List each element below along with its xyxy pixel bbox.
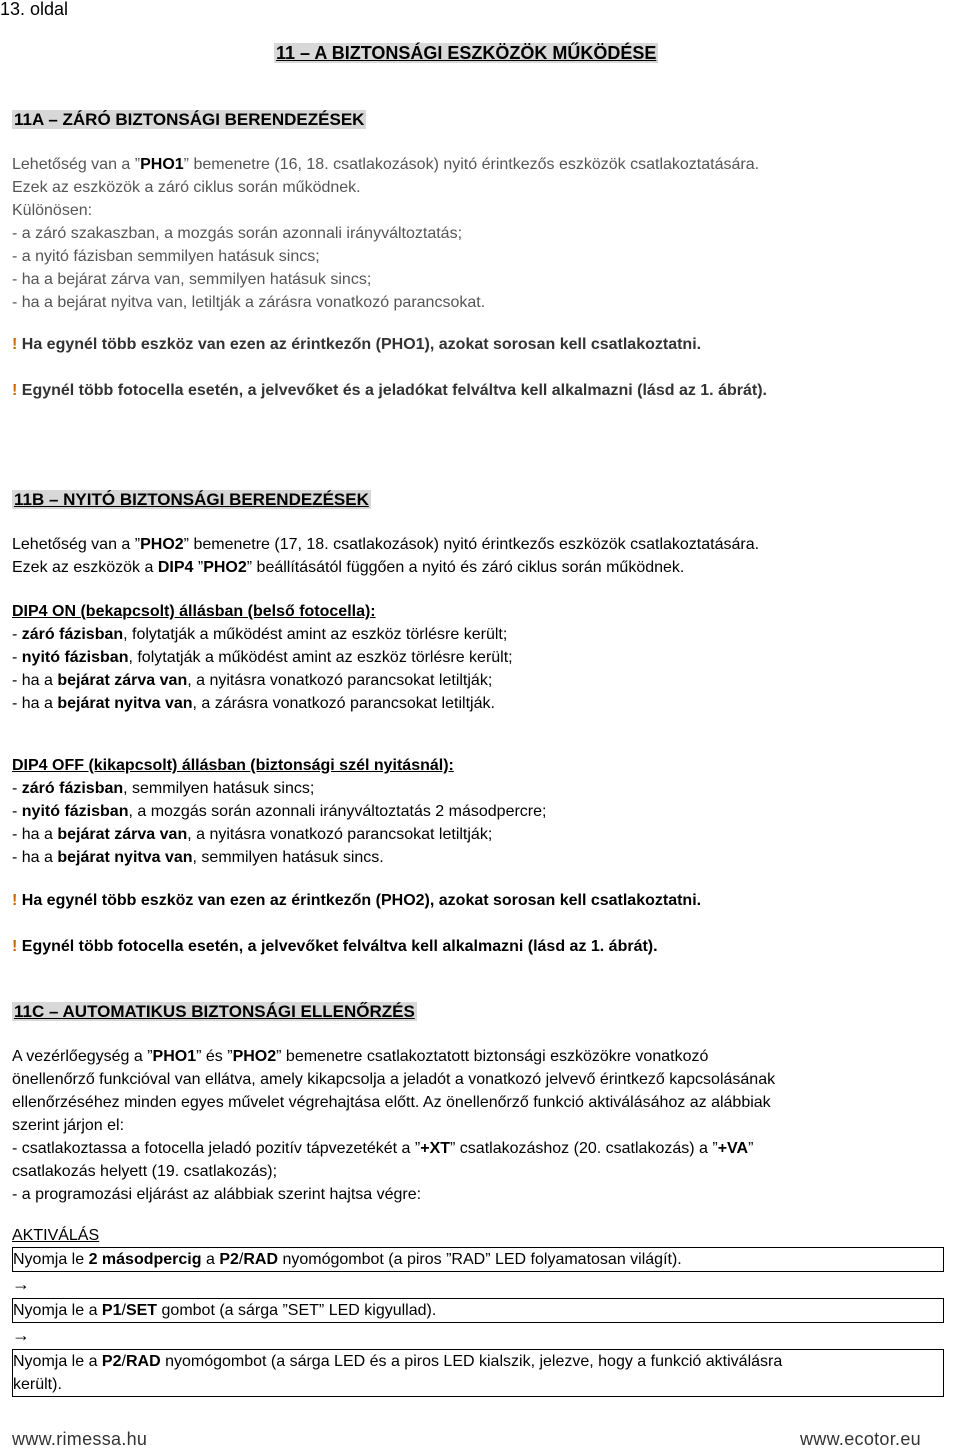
text: Nyomja le a [13,1302,102,1319]
activation-heading: AKTIVÁLÁS [12,1227,100,1244]
text: záró fázisban [21,626,124,643]
section-b-heading [12,488,371,511]
section-c-line: szerint járjon el: [12,1117,125,1134]
dip4-label: DIP4 [157,559,194,576]
warning-mark: ! [12,938,18,955]
section-c-line: önellenőrző funkcióval van ellátva, amely kikapcsolja a jeladót a vonatkozó jelvevő érintkező kapcsolásának [12,1071,776,1088]
dip4-off-block [12,754,546,869]
text: - ha a [12,672,58,689]
section-a-heading [12,108,366,131]
step-box-1 [12,1247,944,1272]
text: P2 [101,1353,122,1370]
pho1-label: PHO1 [140,156,184,173]
section-c-line [12,1137,775,1160]
text: - [12,649,22,666]
text: ” csatlakozáshoz (20. csatlakozás) a ” [450,1140,718,1157]
page-title-text: 11 – A BIZTONSÁGI ESZKÖZÖK MŰKÖDÉSE [276,43,657,63]
footer-link-left[interactable]: www.rimessa.hu [12,1429,148,1449]
warning-note [12,333,701,356]
text: A vezérlőegység a ” [12,1048,153,1065]
text: ” [748,1140,754,1157]
section-b-line [12,556,759,579]
list-item: - a nyitó fázisban semmilyen hatásuk sincs; [12,248,320,265]
warning-mark: ! [12,336,18,353]
text: Lehetőség van a ” [12,536,141,553]
text: ” bemenetre csatlakoztatott biztonsági eszközökre vonatkozó [276,1048,709,1065]
text: / [121,1302,126,1319]
arrow-icon: → [12,1325,30,1345]
text: - csatlakoztassa a fotocella jeladó pozitív tápvezetékét a ” [12,1140,421,1157]
step-line: került). [13,1376,62,1393]
warning-text: Ha egynél több eszköz van ezen az érintkezőn (PHO1), azokat sorosan kell csatlakoztatni. [17,336,702,353]
text: 2 másodpercig [88,1251,202,1268]
text: nyomógombot (a sárga LED és a piros LED kialszik, jelezve, hogy a funkció aktiválásra [160,1353,783,1370]
text: - [12,626,22,643]
section-a-line: Ezek az eszközök a záró ciklus során működnek. [12,179,361,196]
section-a-body [12,153,759,314]
text: , a mozgás során azonnali irányváltoztatás 2 másodpercre; [128,803,547,820]
section-c-line: csatlakozás helyett (19. csatlakozás); [12,1163,278,1180]
text: ” [193,559,204,576]
list-item [12,692,513,715]
text: , a zárásra vonatkozó parancsokat letiltják. [192,695,495,712]
warning-note [12,379,767,402]
dip4-on-heading: DIP4 ON (bekapcsolt) állásban (belső fotocella): [12,603,376,620]
section-c-line [12,1045,775,1068]
text: , semmilyen hatásuk sincs. [192,849,384,866]
warning-text: Egynél több fotocella esetén, a jelvevőket felváltva kell alkalmazni (lásd az 1. ábrát). [17,938,658,955]
text: P2 [219,1251,239,1268]
text: , a nyitásra vonatkozó parancsokat letiltják; [187,826,493,843]
text: / [238,1251,244,1268]
va-label: +VA [717,1140,749,1157]
text: SET [125,1302,158,1319]
text: gombot (a sárga ”SET” LED kigyullad). [157,1302,437,1319]
list-item [12,646,513,669]
xt-label: +XT [420,1140,451,1157]
section-c-heading [12,1000,417,1023]
section-a-line: Különösen: [12,202,93,219]
list-item [12,777,546,800]
section-b-line [12,533,759,556]
text: nyitó fázisban [21,649,129,666]
list-item: - ha a bejárat zárva van, semmilyen hatásuk sincs; [12,271,372,288]
list-item [12,823,546,846]
pho2-label: PHO2 [203,559,247,576]
text: Nyomja le a [13,1353,102,1370]
text: bejárat nyitva van [57,849,193,866]
text: ” beállításától függően a nyitó és záró ciklus során működnek. [246,559,685,576]
pho2-label: PHO2 [232,1048,277,1065]
text: bejárat zárva van [57,826,188,843]
text: a [201,1251,220,1268]
warning-text: Egynél több fotocella esetén, a jelvevőket és a jeladókat felváltva kell alkalmazni (lásd az 1. ábrát). [17,382,767,399]
list-item: - a záró szakaszban, a mozgás során azonnali irányváltoztatás; [12,225,463,242]
text: nyomógombot (a piros ”RAD” LED folyamatosan világít). [278,1251,682,1268]
section-b-heading-text: 11B – NYITÓ BIZTONSÁGI BERENDEZÉSEK [14,490,369,509]
section-a-line [12,153,759,176]
text: RAD [125,1353,161,1370]
text: bejárat nyitva van [57,695,193,712]
dip4-off-heading: DIP4 OFF (kikapcsolt) állásban (biztonsági szél nyitásnál): [12,757,454,774]
text: RAD [243,1251,279,1268]
text: - [12,780,22,797]
text: Lehetőség van a ” [12,156,141,173]
section-a-heading-text: 11A – ZÁRÓ BIZTONSÁGI BERENDEZÉSEK [14,110,365,129]
text: P1 [101,1302,122,1319]
pho2-label: PHO2 [140,536,184,553]
pho1-label: PHO1 [152,1048,197,1065]
text: - [12,803,22,820]
warning-mark: ! [12,892,18,909]
text: , folytatják a működést amint az eszköz törlésre került; [123,626,508,643]
section-b-body [12,533,759,579]
text: Ezek az eszközök a [12,559,158,576]
text: , a nyitásra vonatkozó parancsokat letiltják; [187,672,493,689]
text: Nyomja le [13,1251,89,1268]
warning-note [12,889,701,912]
text: - ha a [12,849,58,866]
arrow-icon: → [12,1274,30,1294]
step-line [13,1350,943,1373]
step-box-3 [12,1349,944,1397]
footer-link-right[interactable]: www.ecotor.eu [800,1429,921,1449]
section-c-body [12,1045,775,1206]
text: ” és ” [196,1048,233,1065]
warning-mark: ! [12,382,18,399]
text: ” bemenetre (17, 18. csatlakozások) nyitó érintkezős eszközök csatlakoztatására. [183,536,760,553]
text: - ha a [12,695,58,712]
text: / [121,1353,126,1370]
step-box-2 [12,1298,944,1323]
section-c-line: - a programozási eljárást az alábbiak szerint hajtsa végre: [12,1186,422,1203]
list-item [12,623,513,646]
warning-note [12,935,658,958]
text: - ha a [12,826,58,843]
section-c-line: ellenőrzéséhez minden egyes művelet végrehajtása előtt. Az önellenőrző funkció aktiválásához az alábbiak [12,1094,771,1111]
dip4-on-block [12,600,513,715]
list-item [12,800,546,823]
page-title [274,42,658,65]
text: záró fázisban [21,780,124,797]
warning-text: Ha egynél több eszköz van ezen az érintkezőn (PHO2), azokat sorosan kell csatlakoztatni. [17,892,702,909]
text: ” bemenetre (16, 18. csatlakozások) nyitó érintkezős eszközök csatlakoztatására. [183,156,760,173]
text: nyitó fázisban [21,803,129,820]
text: , semmilyen hatásuk sincs; [123,780,315,797]
section-c-heading-text: 11C – AUTOMATIKUS BIZTONSÁGI ELLENŐRZÉS [14,1002,415,1021]
list-item: - ha a bejárat nyitva van, letiltják a zárásra vonatkozó parancsokat. [12,294,486,311]
page-number: 13. oldal [0,0,69,19]
list-item [12,669,513,692]
text: bejárat zárva van [57,672,188,689]
text: , folytatják a működést amint az eszköz törlésre került; [128,649,513,666]
list-item [12,846,546,869]
